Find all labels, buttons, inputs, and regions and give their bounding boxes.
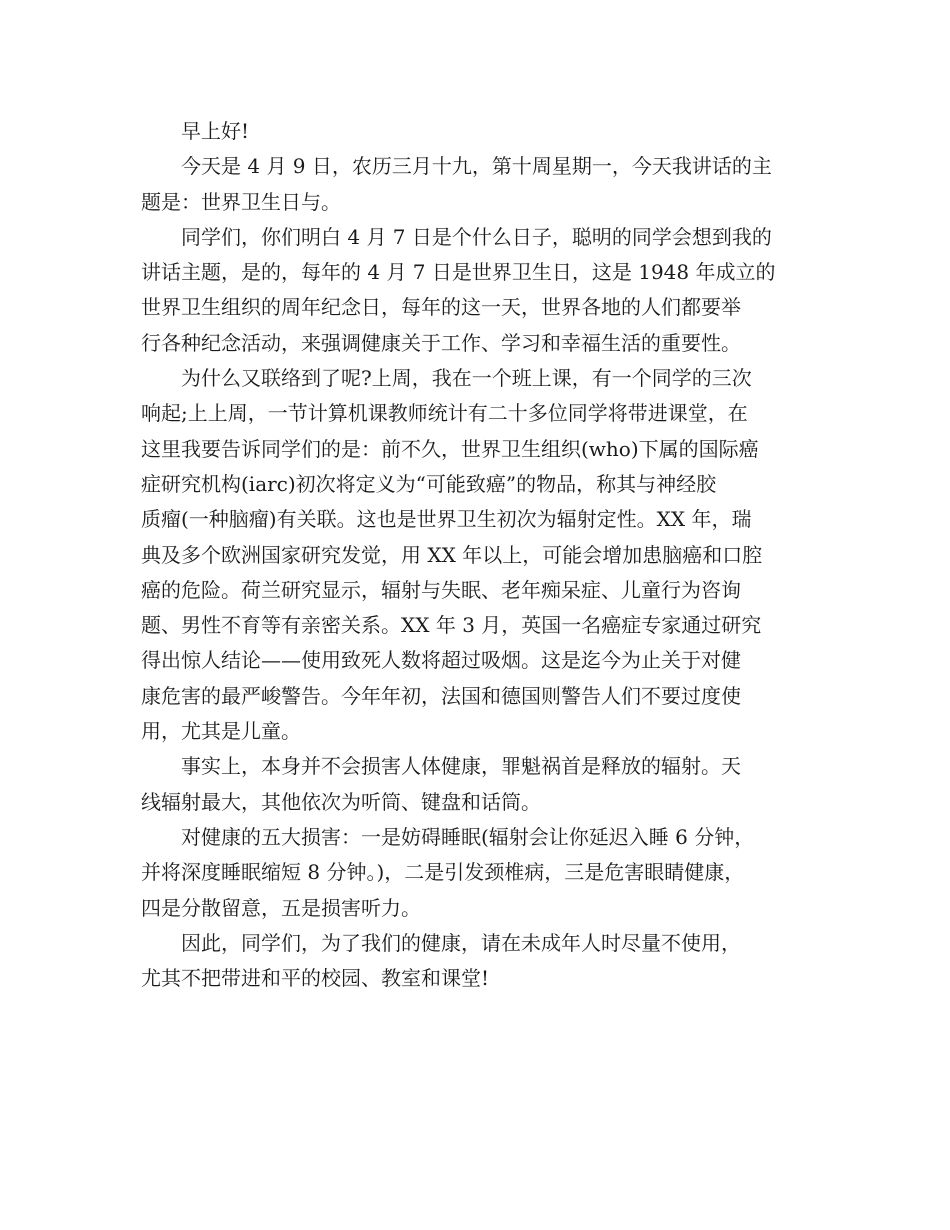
paragraph-line: 四是分散留意，五是损害听力。	[141, 895, 421, 920]
paragraph-intro	[141, 149, 813, 220]
paragraph-line: 癌的危险。荷兰研究显示，辐射与失眠、老年痴呆症、儿童行为咨询	[141, 577, 741, 602]
paragraph-conclusion	[141, 926, 813, 997]
paragraph-line: 典及多个欧洲国家研究发觉，用 XX 年以上，可能会增加患脑癌和口腔	[141, 542, 763, 567]
paragraph-line: 得出惊人结论——使用致死人数将超过吸烟。这是迄今为止关于对健	[141, 648, 741, 673]
paragraph-line: 尤其不把带进和平的校园、教室和课堂!	[141, 966, 490, 991]
paragraph-line: 今天是 4 月 9 日，农历三月十九，第十周星期一，今天我讲话的主	[181, 154, 772, 179]
paragraph-line: 世界卫生组织的周年纪念日，每年的这一天，世界各地的人们都要举	[141, 295, 741, 320]
paragraph-line: 康危害的最严峻警告。今年年初，法国和德国则警告人们不要过度使	[141, 683, 741, 708]
paragraph-line: 因此，同学们，为了我们的健康，请在未成年人时尽量不使用，	[181, 930, 741, 955]
paragraph-line: 线辐射最大，其他依次为听筒、键盘和话筒。	[141, 789, 541, 814]
paragraph-world-health-day	[141, 220, 813, 361]
paragraph-line: 同学们，你们明白 4 月 7 日是个什么日子，聪明的同学会想到我的	[181, 224, 772, 249]
paragraph-radiation-source	[141, 749, 813, 820]
paragraph-line: 响起;上上周，一节计算机课教师统计有二十多位同学将带进课堂，在	[141, 401, 748, 426]
paragraph-line: 这里我要告诉同学们的是：前不久，世界卫生组织(who)下属的国际癌	[141, 436, 759, 461]
paragraph-line: 题、男性不育等有亲密关系。XX 年 3 月，英国一名癌症专家通过研究	[141, 613, 762, 638]
paragraph-line: 行各种纪念活动，来强调健康关于工作、学习和幸福生活的重要性。	[141, 330, 741, 355]
paragraph-line: 质瘤(一种脑瘤)有关联。这也是世界卫生初次为辐射定性。XX 年，瑞	[141, 507, 752, 532]
paragraph-line: 用，尤其是儿童。	[141, 719, 301, 744]
paragraph-line: 症研究机构(iarc)初次将定义为“可能致癌”的物品，称其与神经胶	[141, 471, 717, 496]
greeting: 早上好!	[181, 119, 250, 143]
paragraph-five-harms	[141, 820, 813, 926]
paragraph-line: 讲话主题，是的，每年的 4 月 7 日是世界卫生日，这是 1948 年成立的	[141, 260, 776, 285]
paragraph-radiation-research	[141, 361, 813, 749]
paragraph-line: 事实上，本身并不会损害人体健康，罪魁祸首是释放的辐射。天	[181, 754, 741, 779]
paragraph-line: 对健康的五大损害：一是妨碍睡眠(辐射会让你延迟入睡 6 分钟，	[181, 824, 755, 849]
paragraph-line: 为什么又联络到了呢?上周，我在一个班上课，有一个同学的三次	[181, 366, 752, 391]
document-body	[141, 114, 813, 996]
paragraph-line: 并将深度睡眠缩短 8 分钟。)，二是引发颈椎病，三是危害眼睛健康，	[141, 860, 745, 885]
paragraph-line: 题是：世界卫生日与。	[141, 189, 341, 214]
